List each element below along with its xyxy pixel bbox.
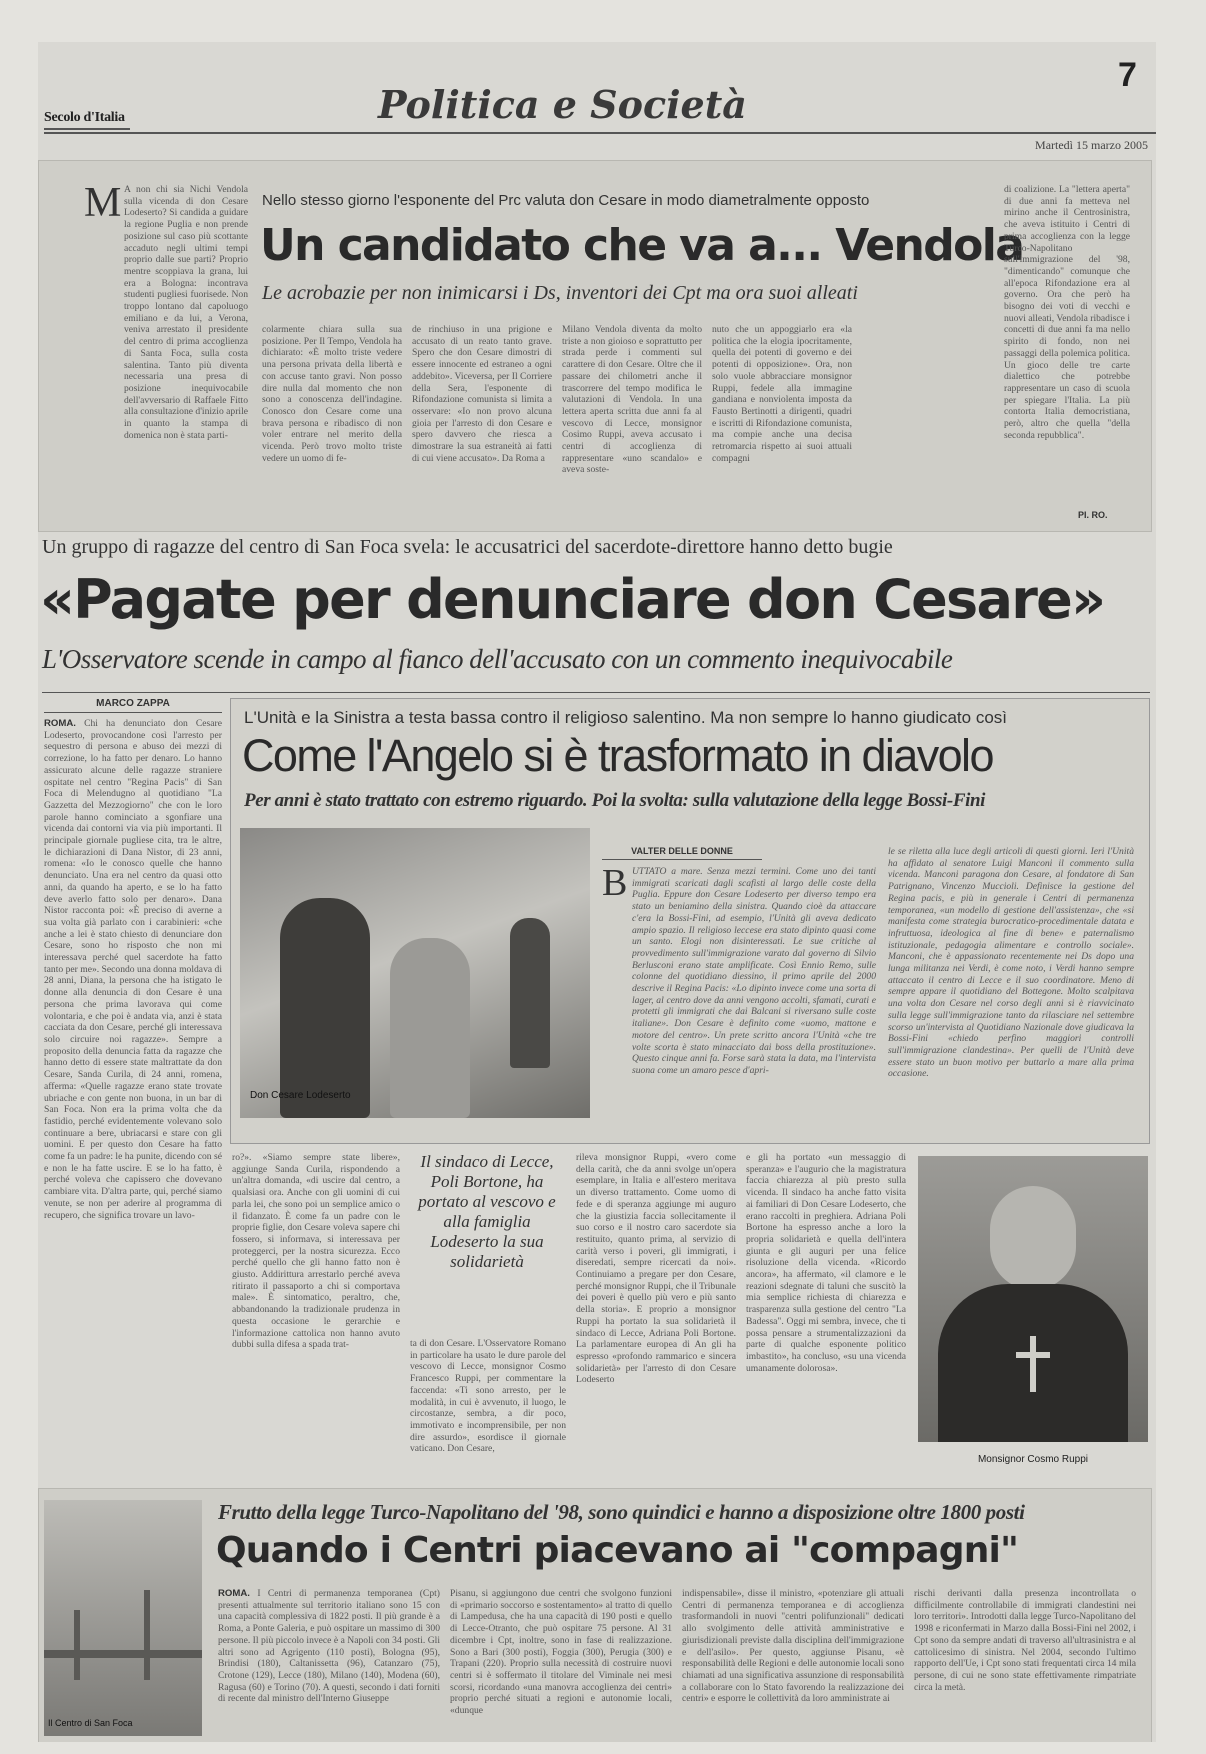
masthead: Secolo d'Italia: [44, 110, 125, 125]
main-column: e gli ha portato «un messaggio di speranza» e l'augurio che la magistratura faccia chiarezza al più presto sulla vicenda. Il sindaco ha anche fatto visita ai familiari di Don Cesare Lodeserto, che erano raccolti in preghiera. Adriana Poli Bortone ha espresso anche a loro la propria solidarietà e quella dell'intera giunta e gli auguri per una felice risoluzione della vicenda. «Ricordo ancora», ha affermato, «il clamore e le reazioni sdegnate di taluni che suscitò la mia semplice richiesta di chiarezza e trasparenza sulla gestione del centro "La Badessa". Oggi mi sembra, invece, che ti possa pensare a strumentalizzazioni da parte di qualche esponente politico imbastito», ha concluso, «su una vicenda umanamente dolorosa».: [746, 1152, 906, 1374]
vendola-deck: Le acrobazie per non inimicarsi i Ds, inventori dei Cpt ma ora suoi alleati: [262, 282, 858, 304]
main-deck: L'Osservatore scende in campo al fianco dell'accusato con un commento inequivocabile: [42, 644, 953, 674]
newspaper-page: [38, 42, 1156, 1742]
inset-column: UTTATO a mare. Senza mezzi termini. Come uno dei tanti immigrati scaricati dagli scafisti al largo delle coste della Puglia. Eppure don Cesare Lodeserto per diverso tempo era stato un beniamino della sinistra. Quando cioè da attaccare c'era la Bossi-Fini, ad esempio, l'Unità gli aveva dedicato ampio spazio. Il religioso leccese era stato dipinto quasi come un santo. Elogi non disinteressati. Le sue critiche al provvedimento sull'immigrazione varato dal governo di Silvio Berlusconi erano state amplificate. Così Ennio Remo, sulle colonne del quotidiano diessino, il primo aprile del 2000 descrive il Regina Pacis: «Lo dipinto invece come una sorta di lager, al centro dove da anni vengono accolti, sfamati, curati e protetti gli immigrati che dai Balcani si riversano sulle coste italiane». Don Cesare è definito come «uomo, mattone e motore del centro». Un prete scritto ancora l'Unità «che tre volte scorta è stato minacciato dai boss della prostituzione». Questo cinque anni fa. Forse sarà stata la data, ma l'intervista suona come un amaro pesce d'apri-: [632, 866, 876, 1076]
photo-figure: [390, 938, 470, 1118]
centri-column: indispensabile», disse il ministro, «potenziare gli attuali Centri di permanenza temporanea e di accoglienza trasformandoli in nuovi "centri polifunzionali" dedicati allo svolgimento delle attività amministrative e giurisdizionali previste dalla disciplina dell'immigrazione e dell'asilo». Per questo, aggiunse Pisanu, «è responsabilità delle Regioni e delle autonomie locali sono chiamati ad una significativa assunzione di responsabilità a collaborare con lo Stato favorendo la realizzazione dei centri» e esporre le collettività da loro amministrate ai: [682, 1588, 904, 1705]
cross-icon: [1030, 1336, 1036, 1392]
main-column: ta di don Cesare. L'Osservatore Romano in particolare ha usato le dure parole del vescovo di Lecce, monsignor Cosmo Francesco Ruppi, per commentare la faccenda: «Ti sono arresto, per le modalità, in cui è avvenuto, il luogo, le circostanze, sembra, a dir poco, immotivato e incomprensibile, per non dire assurdo», esordisce il giornale vaticano. Don Cesare,: [410, 1338, 566, 1455]
inset-headline: Come l'Angelo si è trasformato in diavolo: [242, 730, 993, 781]
centri-column: rischi derivanti dalla presenza incontrollata o difficilmente controllabile di immigrati clandestini nei loro territori». Introdotti dalla legge Turco-Napolitano del 1998 e riconfermati in Marzo dalla Bossi-Fini nel 2002, i Cpt sono da sempre andati di traverso all'ultrasinistra e al cattolicesimo di sinistra. Nel 2004, secondo l'ultimo rapporto dell'Ue, i Cpt sono stati frequentati circa 14 mila persone, di cui ne sono state effettivamente rimpatriate circa la metà.: [914, 1588, 1136, 1693]
inset-dropcap: B: [602, 862, 628, 904]
main-column-text: Chi ha denunciato don Cesare Lodeserto, provocandone così l'arresto per sequestro di persona e abuso dei mezzi di correzione, lo ha fatto per denaro. Lo hanno assicurato alcune delle ragazze straniere ospitate nel centro "Regina Pacis" di San Foca di Melendugno al quotidiano "La Gazzetta del Mezzogiorno" che con le loro parole hanno cominciato a sgonfiare una vicenda dai contorni via via più importanti. Il principale giornale pugliese cita, tra le altre, le dichiarazioni di Dana Nistor, di 23 anni, romena: «Io le conosco quelle che hanno denunciato. Una era nel centro da quasi otto anni, da quando ha aperto, e se lo ha fatto deve averlo fatto solo per denaro». Dana Nistor racconta poi: «È preciso di averne a sua volta già parlato con i carabinieri: «che anche a lei è stato chiesto di denunciare don Cesare, sono ho risposto che non mi interessava perché quel sacerdote ha fatto tanto per me». Secondo una donna moldava di 28 anni, Diana, la persona che ha istigato le donne alla denuncia di don Cesare è una persona che prima lavorava qui come volontaria, e che poi è andata via, anzi è stata cacciata da don Cesare, perché gli interessava solo circuire noi ragazze». Sempre a proposito della denuncia fatta da ragazze che hanno detto di essere state maltrattate da don Cesare, Sanda Curila, di 24 anni, romena, afferma: «Quelle ragazze erano state trovate ubriache e con gente non buona, in un bar di San Foca. Non era la prima volta che da fastidio, perché evidentemente volevano solo continuare a bere, ubriacarsi e stare con gli uomini. E per questo don Cesare ha fatto come fa un padre: le ha punite, dicendo con sé e non le ha fatte uscire. E se lo ha fatto, è perché voleva che capissero che dovevano cambiare vita. D'altra parte, qui, perché siamo venute, se non per aderire al programma di recupero, che significa trovare un lavo-: [44, 718, 222, 1221]
main-column: rileva monsignor Ruppi, «vero come della carità, che da anni svolge un'opera esemplare, in Italia e all'estero meritava un diverso trattamento. Come uomo di fede e di speranza aggiunge mi auguro che la giustizia faccia sollecitamente il suo corso e il nostro caro sacerdote sia restituito, quanto prima, al servizio di carità verso i poveri, gli immigrati, i diseredati, sempre ricercati da noi». Continuiamo a pregare per don Cesare, perché monsignor Ruppi, che il Tribunale dei poveri è quello più vero e più santo della storia». E proprio a monsignor Ruppi ha portato la sua solidarietà il sindaco di Lecce, Adriana Poli Bortone. La parlamentare europea di An gli ha espresso «profondo rammarico e sincera solidarietà» per l'arresto di don Cesare Lodeserto: [576, 1152, 736, 1386]
lodeserto-photo: [240, 828, 590, 1118]
photo-figure: [74, 1610, 80, 1680]
vendola-dropcap: M: [84, 180, 122, 226]
vendola-kicker: Nello stesso giorno l'esponente del Prc valuta don Cesare in modo diametralmente opposto: [262, 192, 870, 209]
cross-icon: [1016, 1352, 1050, 1358]
ruppi-photo: [918, 1156, 1148, 1442]
issue-date: Martedì 15 marzo 2005: [1035, 138, 1148, 152]
photo-caption: Il Centro di San Foca: [48, 1718, 133, 1728]
centri-headline: Quando i Centri piacevano ai "compagni": [216, 1530, 1019, 1571]
vendola-column: di coalizione. La "lettera aperta" di due anni fa metteva nel mirino anche il Centrosinistra, che aveva istituito i Centri di prima accoglienza con la legge Turco-Napolitano sull'immigrazione del '98, "dimenticando" comunque che all'epoca Rifondazione era al governo. Ora che però ha bisogno dei voti di vecchi e nuovi alleati, Vendola ribadisce i concetti di due anni fa ma nello spirito di fondo, non nei passaggi della polemica politica. Un gioco delle tre carte dialettico che potrebbe rappresentare un caso di scuola per spiegare l'Italia. La più contorta Italia democristiana, però, altro che quella "della seconda repubblica".: [1004, 184, 1130, 441]
photo-figure: [144, 1590, 150, 1680]
masthead-rule: [44, 128, 130, 130]
vendola-column: A non chi sia Nichi Vendola sulla vicenda di don Cesare Lodeserto? Si candida a guidare la regione Puglia e non prende posizione sul caso più scottante accaduto negli ultimi tempi proprio dalle sue parti? Proprio mentre scoppiava la grana, lui era a Bologna: incontrava studenti pugliesi fuorisede. Non troppo lontano dal capoluogo emiliano e da lui, a Verona, veniva arrestato il presidente del centro di prima accoglienza di Santa Foca, sulla costa salentina. Tanto più diventa necessaria una presa di posizione inequivocabile dell'avversario di Raffaele Fitto alla consultazione d'inizio aprile in quanto la stampa di domenica non è stata parti-: [124, 184, 248, 441]
vendola-column: Milano Vendola diventa da molto triste a non gioioso e soprattutto per strada perde i commenti sul carattere di don Cesare. Oltre che il passare dei chilometri anche il trascorrere del tempo modifica le valutazioni di Vendola. In una lettera aperta scritta due anni fa al vescovo di Lecce, monsignor Cosimo Ruppi, aveva accusato i centri di accoglienza di rappresentare «uno scandalo» e aveva soste-: [562, 324, 702, 476]
san-foca-photo: [44, 1500, 202, 1736]
section-title: Politica e Società: [378, 82, 747, 127]
vendola-column: colarmente chiara sulla sua posizione. Per Il Tempo, Vendola ha dichiarato: «È molto triste vedere una persona privata della libertà e con accuse tanto gravi. Non posso dire nulla dal momento che non sono a conoscenza dell'indagine. Conosco don Cesare come una brava persona e ribadisco di non voler entrare nel merito della vicenda. Però trovo molto triste vedere un uomo di fe-: [262, 324, 402, 464]
photo-figure: [280, 898, 370, 1118]
vendola-column: nuto che un appoggiarlo era «la politica che la elogia ipocritamente, quella dei potenti di governo e dei potenti di opposizione». Ora, non solo vuole abbracciare monsignor Ruppi, fedele alla immagine gandiana e nonviolenta imposta da Fausto Bertinotti a dirigenti, quadri e iscritti di Rifondazione comunista, ma compie anche una decisa retromarcia rispetto ai suoi attuali compagni: [712, 324, 852, 464]
main-column: ro?». «Siamo sempre state libere», aggiunge Sanda Curila, rispondendo a un'altra domanda, «di uscire dal centro, a qualsiasi ora. Anche con gli uomini di cui parla lei, che sono poi un semplice amico o il fidanzato. È come fa un padre con le proprie figlie, don Cesare voleva sapere chi fossero, si informava, si interessava per proteggerci, per la nostra sicurezza. Ecco perché quello che gli hanno fatto non è giusto. Addirittura arrestarlo perché aveva ritirato il passaporto a chi si comportava male». È sintomatico, peraltro, che, abbandonando la tradizionale prudenza in questa occasione le gerarchie e l'informazione cattolica non hanno avuto dubbi sulla difesa a spada trat-: [232, 1152, 400, 1351]
photo-caption: Don Cesare Lodeserto: [250, 1090, 351, 1101]
inset-kicker: L'Unità e la Sinistra a testa bassa contro il religioso salentino. Ma non sempre lo hanno giudicato così: [244, 708, 1008, 727]
vendola-column: de rinchiuso in una prigione e accusato di un reato tanto grave. Spero che don Cesare dimostri di essere innocente ed estraneo a ogni addebito». Viceversa, per Il Corriere della Sera, l'esponente di Rifondazione comunista si limita a osservare: «Io non provo alcuna gioia per l'arresto di don Cesare e spero davvero che riesca a dimostrare la sua estraneità ai fatti di cui viene accusato». Da Roma a: [412, 324, 552, 464]
centri-dateline: ROMA.: [218, 1588, 250, 1599]
pull-quote: Il sindaco di Lecce, Poli Bortone, ha portato al vescovo e alla famiglia Lodeserto la sua solidarietà: [418, 1152, 556, 1271]
main-byline: MARCO ZAPPA: [96, 698, 170, 709]
main-rule: [42, 692, 1150, 693]
centri-column: [218, 1588, 440, 1734]
inset-byline: VALTER DELLE DONNE: [631, 846, 733, 856]
vendola-signature: PI. RO.: [1078, 510, 1108, 520]
photo-figure: [990, 1186, 1076, 1290]
byline-rule: [44, 712, 222, 713]
inset-column: le se riletta alla luce degli articoli di questi giorni. Ieri l'Unità ha affidato al senatore Luigi Manconi il commento sulla vicenda. Manconi paragona don Cesare, al fondatore di San Patrignano, Vincenzo Muccioli. Definisce la gestione del Regina pacis, e più in generale i Centri di permanenza temporanea, «un modello di gestione dell'assistenza», che «si manifesta come strategia burocratico-procedimentale datata e infruttuosa, ideologica al fine di bene» e paternalismo istituzionale, pedagogia alimentare e controllo sociale». Manconi, che è appassionato recentemente nei Ds dopo una lunga militanza nei Verdi, è come noto, i Verdi hanno sempre attaccato il centro di Lecce e il suo coordinatore. Meno di sempre appare il quotidiano del Bottegone. Molto scalpitava una volta don Cesare nel corso degli anni si è riavvicinato sulla legge sull'immigrazione tanto da rilasciare nel settembre scorso un'intervista al Quotidiano Nazionale dove giudicava la Bossi-Fini «chiedo perfino maggiori controlli sull'immigrazione clandestina». Per quelli de l'Unità deve essere stato un buon motivo per buttarlo a mare alla prima occasione.: [888, 846, 1134, 1080]
centri-column: Pisanu, si aggiungono due centri che svolgono funzioni di «primario soccorso e sostentamento» al tratto di quello di Lampedusa, che ha una capacità di 190 posti e quello di Lecce-Otranto, che può ospitare 75 persone. Al 31 dicembre i Cpt, inoltre, sono in fase di realizzazione. Sono a Bari (300 posti), Foggia (300), Perugia (300) e Trapani (220). Proprio sulla necessità di costruire nuovi centri si è soffermato il titolare del Viminale nei mesi scorsi, ricordando «una manovra accoglienza dei centri» proprio perché situati a regioni e autonomie locali, «dunque: [450, 1588, 672, 1717]
ruppi-caption: Monsignor Cosmo Ruppi: [977, 1454, 1089, 1465]
main-headline: «Pagate per denunciare don Cesare»: [40, 568, 1105, 631]
inset-byline-rule: [602, 859, 762, 860]
centri-kicker: Frutto della legge Turco-Napolitano del '98, sono quindici e hanno a disposizione oltre 1800 posti: [218, 1500, 1025, 1524]
main-column: [44, 718, 222, 1472]
main-kicker: Un gruppo di ragazze del centro di San Foca svela: le accusatrici del sacerdote-direttore hanno detto bugie: [42, 536, 893, 558]
vendola-headline: Un candidato che va a... Vendola: [260, 220, 1024, 271]
photo-figure: [510, 918, 550, 1068]
header-rule: [44, 132, 1156, 134]
centri-column-text: I Centri di permanenza temporanea (Cpt) presenti attualmente sul territorio italiano sono 15 con una capacità complessiva di 1822 posti. Il più grande è a Roma, a Ponte Galeria, e può ospitare un massimo di 300 persone. Il più piccolo invece è a Napoli con 34 posti. Gli altri sono ad Agrigento (110 posti), Bologna (95), Brindisi (180), Caltanissetta (96), Catanzaro (75), Crotone (129), Lecce (180), Milano (140), Modena (60), Ragusa (60) e Torino (70). A questi, secondo i dati forniti di recente dal ministro dell'Interno Giuseppe: [218, 1588, 440, 1705]
page-number: 7: [1118, 56, 1137, 94]
main-dateline: ROMA.: [44, 718, 76, 729]
photo-figure: [44, 1650, 202, 1658]
inset-deck: Per anni è stato trattato con estremo riguardo. Poi la svolta: sulla valutazione della legge Bossi-Fini: [244, 790, 986, 811]
